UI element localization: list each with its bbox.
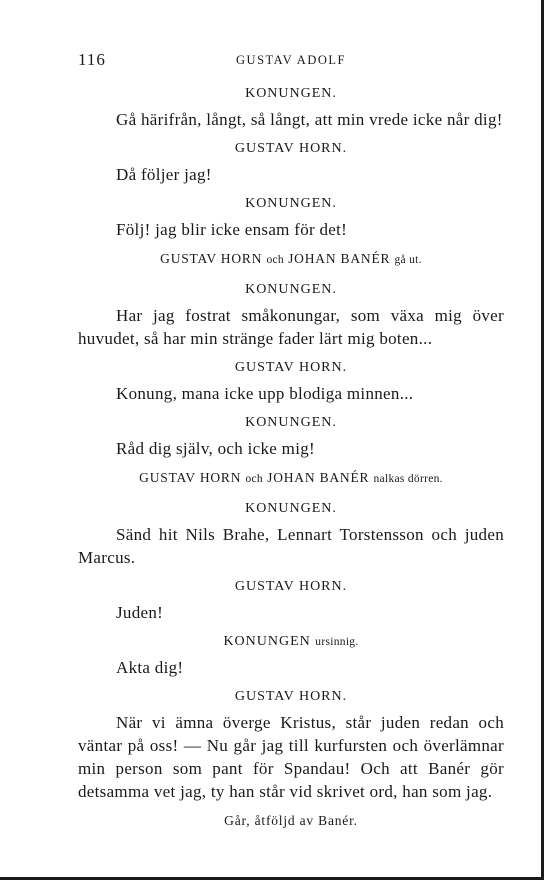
speaker-name: GUSTAV HORN. — [234, 689, 348, 704]
speech-line: Har jag fostrat småkonungar, som växa mig över huvudet, så har min stränge fader lärt mig boten... — [78, 306, 504, 348]
character-name: KONUNGEN — [223, 634, 316, 649]
stage-direction — [78, 468, 504, 489]
speaker-name: KONUNGEN. — [245, 86, 337, 101]
direction-word: och — [245, 473, 263, 485]
speech-line: Konung, mana icke upp blodiga minnen... — [116, 384, 414, 403]
speech-line: Råd dig själv, och icke mig! — [116, 439, 315, 458]
speech-line: Gå härifrån, långt, så långt, att min vrede icke når dig! — [116, 110, 503, 129]
character-name: JOHAN BANÉR — [283, 251, 395, 266]
speaker-name: KONUNGEN. — [245, 282, 337, 297]
stage-direction — [78, 249, 504, 270]
speaker-name: GUSTAV HORN. — [234, 360, 348, 375]
character-name: GUSTAV HORN — [139, 470, 246, 485]
direction-word: nalkas dörren. — [373, 473, 443, 485]
speech-line: Då följer jag! — [116, 165, 212, 184]
play-text — [78, 84, 504, 841]
character-name: GUSTAV HORN — [160, 251, 267, 266]
speaker-with-direction — [78, 632, 504, 652]
character-name: JOHAN BANÉR — [262, 470, 374, 485]
running-head: GUSTAV ADOLF — [236, 53, 346, 67]
speaker-name: GUSTAV HORN. — [234, 579, 348, 594]
speech-line: Juden! — [116, 603, 164, 622]
page-header — [78, 50, 504, 72]
speaker-name: KONUNGEN. — [245, 501, 337, 516]
speech-line: Sänd hit Nils Brahe, Lennart Torstensson och juden Marcus. — [78, 525, 504, 567]
speech-line: Följ! jag blir icke ensam för det! — [116, 220, 348, 239]
speech-line: Akta dig! — [116, 658, 184, 677]
speaker-name: KONUNGEN. — [245, 415, 337, 430]
direction-word: ursinnig. — [315, 636, 359, 648]
speech-line: När vi ämna överge Kristus, står juden redan och väntar på oss! — Nu går jag till kurfursten och överlämnar min person som pant för Spandau! Och att Banér gör detsamma vet jag, ty han står vid skrivet ord, han som jag. — [78, 713, 504, 801]
direction-word: gå ut. — [394, 254, 422, 266]
stage-direction: Går, åtföljd av Banér. — [224, 813, 358, 828]
direction-word: och — [266, 254, 284, 266]
page-number: 116 — [78, 50, 106, 69]
speaker-name: GUSTAV HORN. — [234, 141, 348, 156]
speaker-name: KONUNGEN. — [245, 196, 337, 211]
